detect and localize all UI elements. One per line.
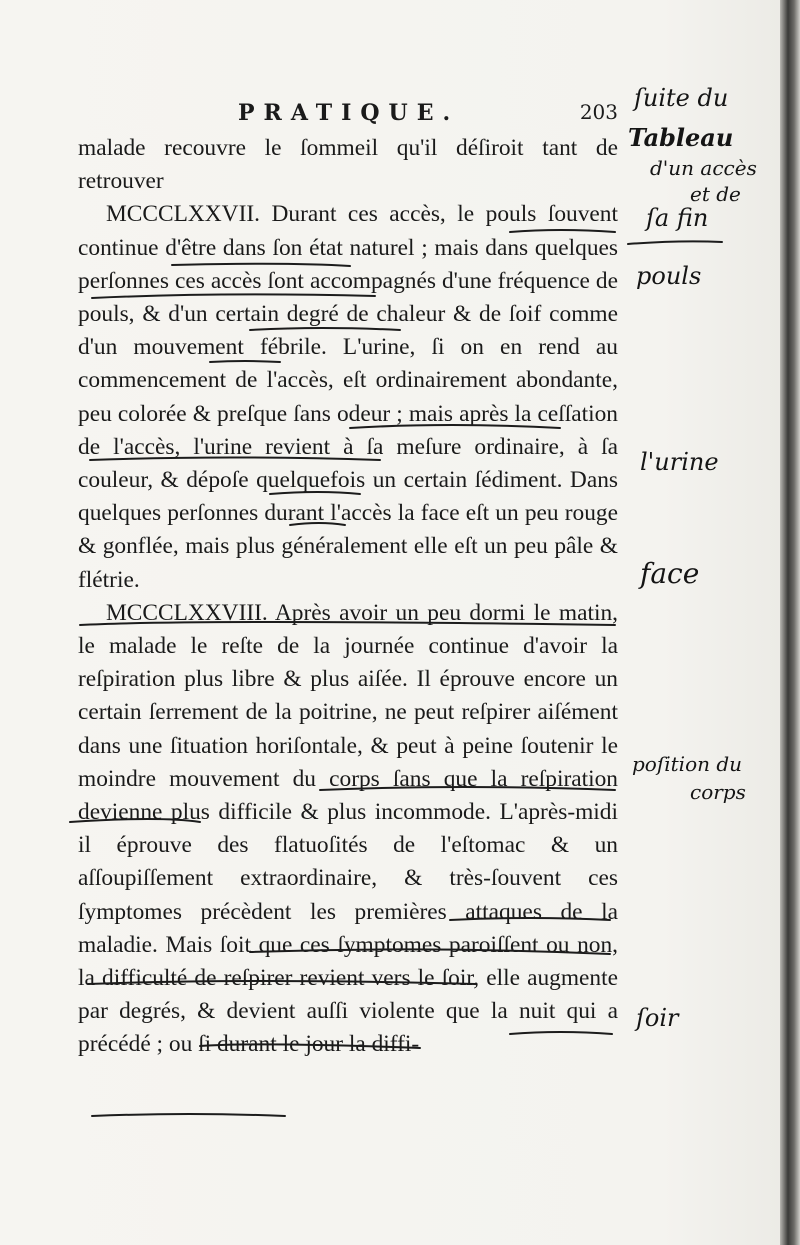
margin-note: Tableau [628,123,734,152]
margin-note: poſition du [632,752,743,776]
paragraph-1377: MCCCLXXVII. Durant ces accès, le pouls ſouvent continue d'être dans ſon état naturel ; mais dans quelques perſonnes ces accès ſont accompagnés d'une fréquence de pouls, & d'un certain degré de chaleur & de ſoif comme d'un mouvement fébrile. L'urine, ſi on en rend au commencement de l'accès, eſt ordinairement abondante, peu colorée & preſque ſans odeur ; mais après la ceſſation de l'accès, l'urine revient à ſa meſure ordinaire, à ſa couleur, & dépoſe quelquefois un certain ſédiment. Dans quelques perſonnes durant l'accès la face eſt un peu rouge & gonflée, mais plus généralement elle eſt un peu pâle & flétrie. [78,201,618,593]
paragraph-1378: MCCCLXXVIII. Après avoir un peu dormi le matin, le malade le reſte de la journée continue d'avoir la reſpiration plus libre & plus aiſée. Il éprouve encore un certain ſerrement de la poitrine, ne peut reſpirer aiſément dans une ſituation horiſontale, & peut à peine ſoutenir le moindre mouvement du corps ſans que la reſpiration devienne plus difficile & plus incommode. L'après-midi il éprouve des flatuoſités de l'eſtomac & un aſſoupiſſement extraordinaire, & très-ſouvent ces ſymptomes précèdent les premières attaques de la maladie. Mais ſoit que ces ſymptomes paroiſſent ou non, la difficulté de reſpirer revient vers le ſoir, elle augmente par degrés, & devient auſſi violente que la nuit qui a précédé ; ou ſi durant le jour la diffi- [78,599,618,1058]
margin-note: l'urine [640,448,719,476]
paragraph-continuation: malade recouvre le ſommeil qu'il déſiroit tant de retrouver [78,135,618,195]
body-text [78,132,618,1062]
underline [628,241,722,244]
page-edge [780,0,800,1245]
margin-note: pouls [636,262,702,290]
margin-note: et de [690,182,741,206]
margin-note: ſa fin [646,204,709,232]
running-title: PRATIQUE. [238,100,460,126]
page-header [78,100,618,134]
margin-note: ſoir [636,1004,679,1032]
margin-note: d'un accès [650,156,757,180]
margin-note: face [640,557,700,590]
margin-note: ſuite du [634,84,729,112]
page-number: 203 [579,100,618,124]
margin-note: corps [690,780,746,804]
underline [92,1114,285,1116]
